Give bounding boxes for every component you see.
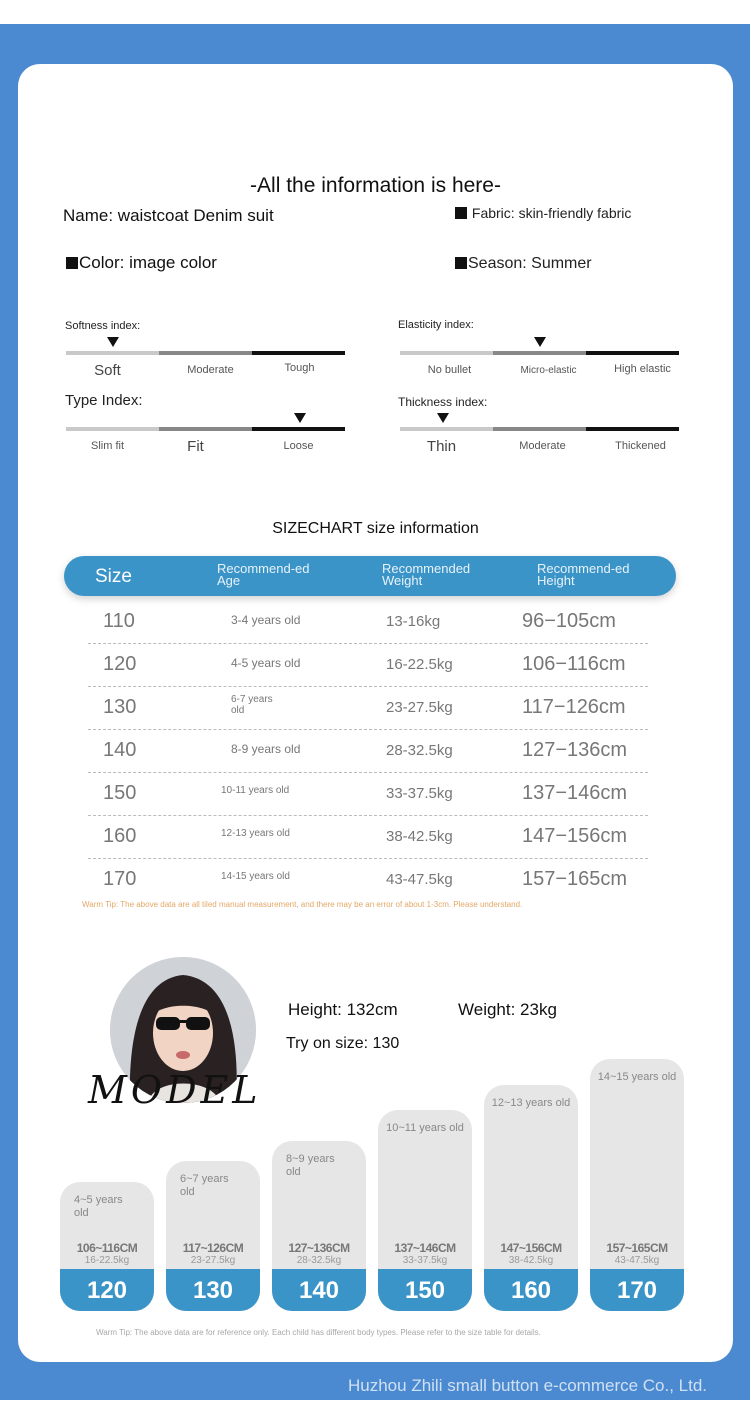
type-bar-3 <box>252 427 345 431</box>
column-height: 106~116CM <box>76 1241 138 1255</box>
type-marker-icon <box>294 413 306 423</box>
row-160-height: 147−156cm <box>522 825 628 847</box>
softness-label-tough: Tough <box>284 362 315 374</box>
header-size: Size <box>95 566 132 587</box>
sizechart-title: SIZECHART size information <box>272 520 479 537</box>
column-size-label: 130 <box>166 1269 260 1311</box>
row-130-height: 117−126cm <box>522 696 626 718</box>
model-signature: MODEL <box>88 1068 262 1112</box>
product-fabric <box>455 205 631 221</box>
row-separator <box>88 815 648 816</box>
type-label-slim: Slim fit <box>91 440 124 452</box>
column-age: 6~7 years old <box>180 1173 229 1198</box>
elasticity-bar-2 <box>493 351 586 355</box>
type-bar-1 <box>66 427 159 431</box>
elasticity-title: Elasticity index: <box>398 319 474 331</box>
row-160-weight: 38-42.5kg <box>386 828 453 845</box>
model-try-on: Try on size: 130 <box>286 1035 400 1052</box>
type-bar-2 <box>159 427 252 431</box>
softness-label-moderate: Moderate <box>187 364 234 376</box>
row-140-age: 8-9 years old <box>231 742 301 756</box>
column-weight: 33-37.5kg <box>402 1255 448 1266</box>
column-size-label: 150 <box>378 1269 472 1311</box>
header-age: Recommend-ed Age <box>217 561 310 588</box>
column-weight: 23-27.5kg <box>190 1255 236 1266</box>
thickness-label-thin: Thin <box>426 438 457 455</box>
company-name: Huzhou Zhili small button e-commerce Co., Ltd. <box>348 1376 708 1395</box>
column-height: 127~136CM <box>288 1241 350 1255</box>
column-age: 8~9 years old <box>286 1153 335 1178</box>
row-130-age: 6-7 years old <box>231 694 273 716</box>
row-separator <box>88 858 648 859</box>
thickness-bar-2 <box>493 427 586 431</box>
column-age: 4~5 years old <box>74 1194 123 1219</box>
row-120-age: 4-5 years old <box>231 656 301 670</box>
row-separator <box>88 729 648 730</box>
row-170-age: 14-15 years old <box>221 871 290 882</box>
sizechart-tip: Warm Tip: The above data are all tiled manual measurement, and there may be an error of about 1-3cm. Please understand. <box>82 900 523 909</box>
row-170-height: 157−165cm <box>522 868 628 890</box>
column-height: 147~156CM <box>500 1241 562 1255</box>
size-column-120 <box>60 1182 154 1311</box>
bullet-square-icon <box>66 257 78 269</box>
size-column-160 <box>484 1085 578 1311</box>
row-140-weight: 28-32.5kg <box>386 742 453 759</box>
row-170-weight: 43-47.5kg <box>386 871 453 888</box>
row-140-height: 127−136cm <box>522 739 628 761</box>
row-110-age: 3-4 years old <box>231 613 301 627</box>
row-130-size: 130 <box>103 696 137 718</box>
bottom-tip: Warm Tip: The above data are for reference only. Each child has different body types. Please refer to the size table for details. <box>96 1328 541 1337</box>
row-120-size: 120 <box>103 653 137 675</box>
product-color <box>66 253 217 273</box>
row-160-size: 160 <box>103 825 137 847</box>
elasticity-bar-1 <box>400 351 493 355</box>
model-weight: Weight: 23kg <box>458 1000 557 1019</box>
column-weight: 16-22.5kg <box>84 1255 130 1266</box>
column-size-label: 140 <box>272 1269 366 1311</box>
row-separator <box>88 686 648 687</box>
thickness-bar-3 <box>586 427 679 431</box>
column-weight: 28-32.5kg <box>296 1255 342 1266</box>
thickness-title: Thickness index: <box>398 395 488 409</box>
row-110-weight: 13-16kg <box>386 613 441 630</box>
row-150-height: 137−146cm <box>522 782 628 804</box>
softness-marker-icon <box>107 337 119 347</box>
thickness-label-moderate: Moderate <box>519 440 566 452</box>
row-140-size: 140 <box>103 739 137 761</box>
color-text: Color: image color <box>79 253 217 272</box>
sizechart-header <box>64 556 676 596</box>
size-column-130 <box>166 1161 260 1311</box>
size-column-150 <box>378 1110 472 1311</box>
row-160-age: 12-13 years old <box>221 828 290 839</box>
column-size-label: 120 <box>60 1269 154 1311</box>
softness-bar-1 <box>66 351 159 355</box>
column-height: 117~126CM <box>182 1241 244 1255</box>
column-height: 157~165CM <box>606 1241 668 1255</box>
elasticity-label-none: No bullet <box>427 364 472 376</box>
column-age: 10~11 years old <box>386 1122 464 1134</box>
header-height: Recommend-ed Height <box>537 561 630 588</box>
softness-title: Softness index: <box>65 320 141 332</box>
row-150-age: 10-11 years old <box>221 785 290 796</box>
size-column-170 <box>590 1059 684 1311</box>
row-separator <box>88 772 648 773</box>
row-110-size: 110 <box>103 610 135 632</box>
product-season <box>455 255 592 273</box>
row-120-height: 106−116cm <box>522 653 626 675</box>
column-height: 137~146CM <box>394 1241 456 1255</box>
row-150-weight: 33-37.5kg <box>386 785 453 802</box>
headline: -All the information is here- <box>250 174 501 197</box>
softness-bar-2 <box>159 351 252 355</box>
column-age: 12~13 years old <box>491 1097 571 1109</box>
row-120-weight: 16-22.5kg <box>386 656 453 673</box>
softness-label-soft: Soft <box>94 362 121 379</box>
fabric-text: Fabric: skin-friendly fabric <box>471 205 632 221</box>
info-card <box>18 64 733 1362</box>
elasticity-marker-icon <box>534 337 546 347</box>
column-age: 14~15 years old <box>597 1071 677 1083</box>
softness-bar-3 <box>252 351 345 355</box>
bullet-square-icon <box>455 207 467 219</box>
column-weight: 43-47.5kg <box>614 1255 660 1266</box>
thickness-label-thickened: Thickened <box>615 440 666 452</box>
column-size-label: 160 <box>484 1269 578 1311</box>
row-110-height: 96−105cm <box>522 610 616 632</box>
elasticity-label-micro: Micro-elastic <box>520 365 577 376</box>
season-text: Season: Summer <box>468 255 592 272</box>
row-170-size: 170 <box>103 868 137 890</box>
thickness-bar-1 <box>400 427 493 431</box>
row-separator <box>88 643 648 644</box>
model-height: Height: 132cm <box>288 1000 398 1019</box>
row-130-weight: 23-27.5kg <box>386 699 453 716</box>
header-weight: Recommended Weight <box>382 561 471 588</box>
type-label-loose: Loose <box>283 440 314 452</box>
elasticity-label-high: High elastic <box>614 363 671 375</box>
type-title: Type Index: <box>65 392 143 409</box>
size-column-140 <box>272 1141 366 1311</box>
row-150-size: 150 <box>103 782 137 804</box>
product-name: Name: waistcoat Denim suit <box>63 206 274 225</box>
column-size-label: 170 <box>590 1269 684 1311</box>
column-weight: 38-42.5kg <box>508 1255 554 1266</box>
elasticity-bar-3 <box>586 351 679 355</box>
thickness-marker-icon <box>437 413 449 423</box>
type-label-fit: Fit <box>187 438 204 455</box>
bullet-square-icon <box>455 257 467 269</box>
